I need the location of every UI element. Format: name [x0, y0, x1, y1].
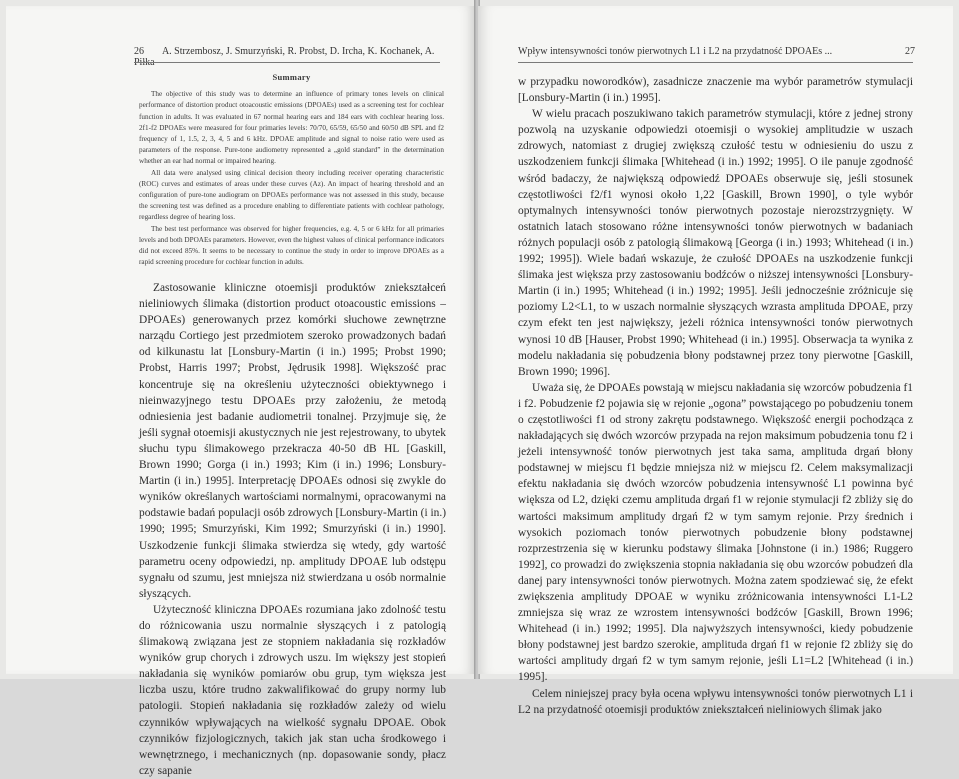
summary-paragraph: The objective of this study was to determine an influence of primary tones levels on clinical performance of distortion product otoacoustic emissions (DPOAEs) used as a screening test for cochlear function in adults. It was evaluated in 67 normal hearing ears and 184 ears with cochlear hearing loss. 2f1-f2 DPOAEs were measured for four primaries levels: 70/70, 65/59, 65/50 and 60/50 dB SPL and f2 frequency of 1, 1.5, 2, 3, 4, 5 and 6 kHz. DPOAE amplitude and signal to noise ratio were used as parameters of the response. Pure-tone audiometry represented a „gold standard” in the determination whether an ear had normal or impaired hearing.	[139, 90, 444, 166]
body-paragraph: Celem niniejszej pracy była ocena wpływu intensywności tonów pierwotnych L1 i L2 na przydatność otoemisji produktów zniekształceń nieliniowych ślimak jako	[518, 687, 913, 716]
left-body-text	[139, 280, 446, 779]
body-paragraph: W wielu pracach poszukiwano takich parametrów stymulacji, które z jednej strony pozwolą na uzyskanie odpowiedzi otoemisji o wysokiej amplitudzie w uszach zdrowych, natomiast z drugiej zwiększą czułość testu w odniesieniu do uszu z uszkodzeniem funkcji ślimaka [Whitehead (i in.) 1992; 1995]. O ile panuje zgodność wśród badaczy, że największą odpowiedź DPOAEs obserwuje się, jeśli stosunek częstotliwości f2/f1 wynosi około 1,22 [Gaskill, Brown 1990], o tyle wybór optymalnych intensywności tonów pierwotnych pozostaje nierozstrzygnięty. W ostatnich latach stosowano różne intensywności tonów pierwotnych w badaniach różnych populacji osób z patologią ślimakową [Georga (i in.) 1993; Whitehead (i in.) 1992; 1995]). Wiele badań wskazuje, że czułość DPOAEs na uszkodzenie funkcji ślimaka jest większa przy zastosowaniu bodźców o niższej intensywności [Lonsbury-Martin (i in.) 1995; Whitehead (i in.) 1992; 1995]. Jeśli jednocześnie zróżnicuje się poziomy L2<L1, to w uszach normalnie słyszących wzrasta amplituda DPOAE, przy czym efekt ten jest największy, jeżeli różnica intensywności tonów pierwotnych wynosi 10 dB [Hauser, Probst 1990; Whitehead (i in.) 1995]. Obserwacja ta wynika z modelu nakładania się pobudzenia błony podstawnej przez tony pierwotne [Gaskill, Brown 1990; 1996].	[518, 108, 913, 378]
summary-paragraph: All data were analysed using clinical decision theory including receiver operating characteristic (ROC) curves and estimates of areas under these curves (Az). An impact of hearing threshold and an configuration of pure-tone audiogram on DPOAEs performance was not assessed in this study, because the screening test was defined as a procedure enabling to differentiate patients with cochlear pathology, regardless degree of hearing loss.	[139, 168, 444, 222]
summary-block	[139, 72, 444, 268]
body-paragraph: w przypadku noworodków), zasadnicze znaczenie ma wybór parametrów stymulacji [Lonsbury-Martin (i in.) 1995].	[518, 76, 913, 105]
body-paragraph: Zastosowanie kliniczne otoemisji produktów zniekształceń nieliniowych ślimaka (distortion product otoacoustic emissions – DPOAEs) generowanych przez komórki słuchowe zewnętrzne narządu Cortiego jest przedmiotem szeroko prowadzonych badań od kilkunastu lat [Lonsbury-Martin (i in.) 1995; Probst 1990; Probst, Harris 1997; Probst, Jędrusik 1998]. Większość prac koncentruje się na określeniu użyteczności obiektywnego i nieinwazyjnego testu DPOAEs przy założeniu, że metodą odniesienia jest badanie audiometrii tonalnej. Przyjmuje się, że jeśli sygnał otoemisji akustycznych nie jest rejestrowany, to ubytek słuchu typu ślimakowego przekracza 40-50 dB HL [Gaskill, Brown 1990; Gorga (i in.) 1993; Kim (i in.) 1996; Lonsbury-Martin (i in.) 1995]. Interpretację DPOAEs odnosi się zwykle do wyników określanych wartościami normalnymi, opracowanymi na podstawie badań populacji osób zdrowych [Lonsbury-Martin (i in.) 1990; 1995; Smurzyński, Kim 1992; Smurzyński (i in.) 1990]. Uszkodzenie funkcji ślimaka stwierdza się wtedy, gdy wartość parametru oceny odpowiedzi, np. amplitudy DPOAE lub odstępu sygnału od szumu, jest mniejsza niż stwierdzana u osób normalnie słyszących.	[139, 282, 446, 600]
page-number-right: 27	[905, 46, 915, 57]
running-title: Wpływ intensywności tonów pierwotnych L1 i L2 na przydatność DPOAEs ...	[518, 46, 833, 57]
left-running-head	[134, 46, 444, 68]
body-paragraph: Użyteczność kliniczna DPOAEs rozumiana jako zdolność testu do różnicowania uszu normalnie słyszących i z patologią ślimakową związana jest ze stopniem nakładania się rozkładów wyników grup chorych i zdrowych uszu. Im większy jest stopień nakładania się wyników pomiarów obu grup, tym większa jest liczba uszu, które trudno zakwalifikować do grupy normy lub patologii. Stopień nakładania się rozkładów zależy od wielu czynników wpływających na wielkość sygnału DPOAE. Obok czynników fizjologicznych, takich jak stan ucha środkowego i wewnętrznego, i mechanicznych (np. dopasowanie sondy, płacz czy sapanie	[139, 603, 446, 777]
authors-line: A. Strzembosz, J. Smurzyński, R. Probst, D. Ircha, K. Kochanek, A. Piłka	[134, 46, 435, 68]
page-number-left: 26	[134, 46, 144, 57]
summary-title: Summary	[272, 72, 311, 82]
body-paragraph: Uważa się, że DPOAEs powstają w miejscu nakładania się wzorców pobudzenia f1 i f2. Pobudzenie f2 pojawia się w rejonie „ogona” powstającego po pobudzeniu tonem o częstotliwości f1 od strony zakrętu podstawnego. Większość energii pochodząca z nakładających się dwóch wzorców przypada na rejon maksimum pobudzenia tonu f2 i jeżeli intensywność tonów pierwotnych jest taka sama, amplituda drgań błony podstawnej w miejscu f1 będzie mniejsza niż w miejscu f2. Celem maksymalizacji efektu nakładania się dwóch wzorców pobudzenia intensywność L1 powinna być większa od L2, dzięki czemu amplituda drgań f1 w rejonie stymulacji f2 zbliży się do wartości maksimum amplitudy drgań f2 w tym samym rejonie. Przy średnich i wysokich poziomach tonów pierwotnych pobudzenie błony podstawnej rozprzestrzenia się w kierunku podstawy ślimaka [Johnstone (i in.) 1986; Ruggero 1992], co prowadzi do zwiększenia stopnia nakładania się obu wzorców pobudzeń dla danej pary intensywności tonów pierwotnych. Można zatem spodziewać się, że efekt zwiększenia amplitudy DPOAE w wyniku zróżnicowania intensywności L1-L2 zmniejsza się wraz ze wzrostem intensywności bodźców [Gaskill, Brown 1996; Whitehead (i in.) 1992; 1995]. Dla najwyższych intensywności, kiedy pobudzenie błony podstawnej jest bardzo szerokie, amplituda drgań f1 w rejonie f2 zbliży się do wartości amplitudy drgań f2 w tym samym rejonie, jeśli L1=L2 [Whitehead (i in.) 1995].	[518, 381, 913, 684]
header-rule-left	[134, 62, 440, 63]
summary-paragraph: The best test performance was observed for higher frequencies, e.g. 4, 5 or 6 kHz for all primaries levels and both DPOAEs parameters. However, even the highest values of clinical performance indicators did not exceed 85%. It seems to be necessary to continue the study in order to improve DPOAEs as a rapid screening procedure for cochlear function in adults.	[139, 224, 444, 267]
right-running-head	[518, 46, 915, 57]
right-page	[478, 6, 953, 716]
right-body-text	[518, 74, 913, 718]
left-page	[6, 6, 476, 777]
header-rule-right	[518, 62, 913, 63]
